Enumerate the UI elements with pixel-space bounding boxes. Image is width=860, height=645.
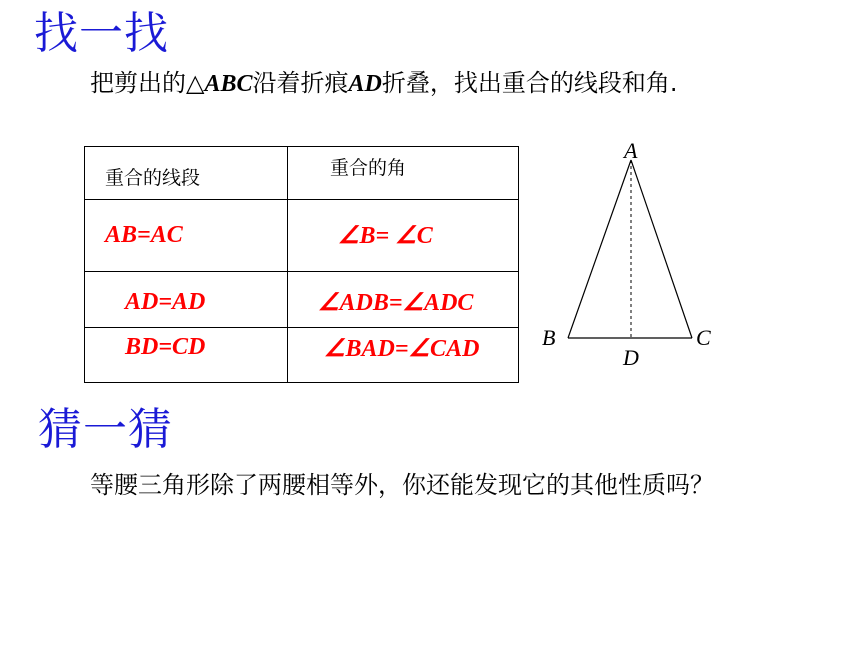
guess-heading: 猜一猜 bbox=[38, 404, 173, 455]
instruction-ad: AD bbox=[348, 71, 382, 97]
find-heading: 找一找 bbox=[34, 8, 169, 59]
header-angles: 重合的角 bbox=[288, 147, 519, 200]
segment-cell: AB=AC bbox=[85, 200, 288, 272]
label-a: A bbox=[624, 138, 638, 163]
instruction-text bbox=[66, 64, 726, 103]
table-row bbox=[85, 328, 519, 383]
instruction-part2: 沿着折痕 bbox=[252, 69, 349, 97]
question-body: 等腰三角形除了两腰相等外，你还能发现它的其他性质吗？ bbox=[90, 471, 714, 499]
angle-cell: ∠B= ∠C bbox=[288, 200, 519, 272]
table-row bbox=[85, 272, 519, 328]
instruction-abc: ABC bbox=[204, 71, 253, 97]
instruction-part1: 把剪出的△ bbox=[90, 69, 205, 97]
segment-cell: BD=CD bbox=[85, 328, 288, 383]
instruction-part3: 折叠，找出重合的线段和角. bbox=[381, 69, 678, 97]
angle-cell: ∠ADB=∠ADC bbox=[288, 272, 519, 328]
label-d: D bbox=[623, 345, 639, 370]
question-text bbox=[66, 466, 796, 504]
angle-cell: ∠BAD=∠CAD bbox=[288, 328, 519, 383]
isosceles-triangle-figure bbox=[530, 135, 730, 375]
side-ac bbox=[631, 160, 692, 338]
side-ab bbox=[568, 160, 631, 338]
label-c: C bbox=[696, 325, 711, 350]
overlap-table bbox=[84, 146, 519, 383]
label-b: B bbox=[542, 325, 556, 350]
header-segments: 重合的线段 bbox=[85, 147, 288, 200]
table-row bbox=[85, 200, 519, 272]
table-header-row bbox=[85, 147, 519, 200]
segment-cell: AD=AD bbox=[85, 272, 288, 328]
